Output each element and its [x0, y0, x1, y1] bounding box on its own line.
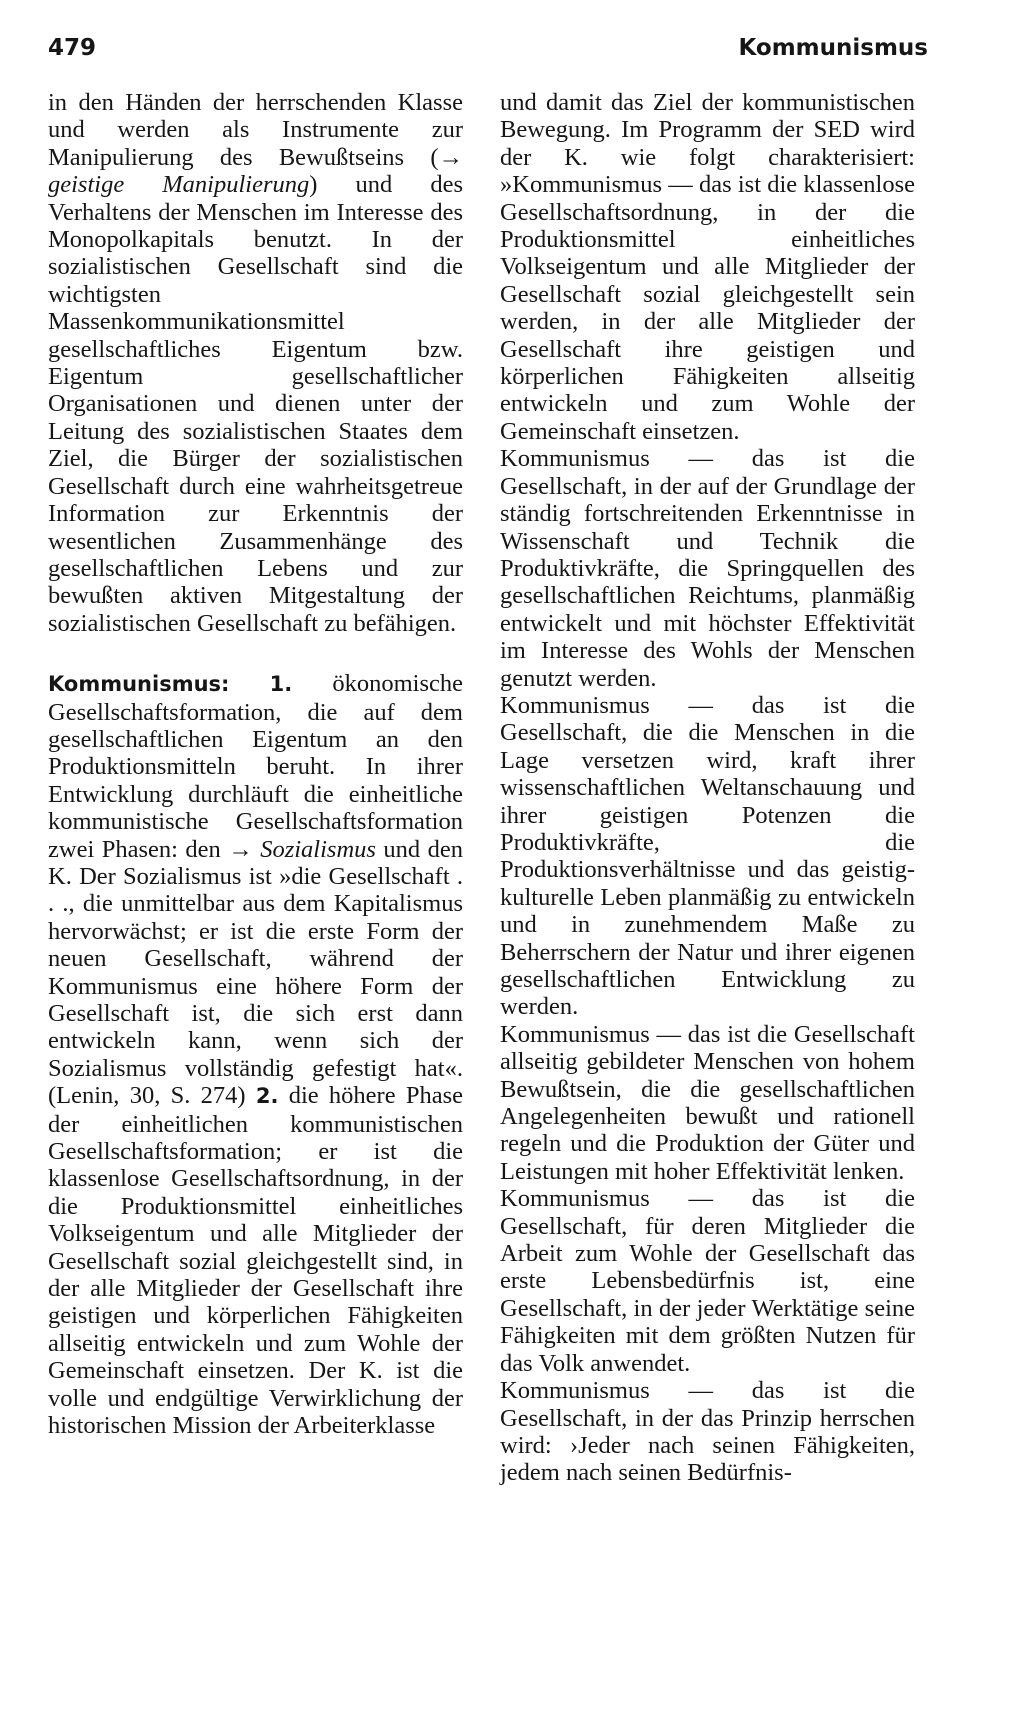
text-segment: ) und des Verhaltens der Menschen im Interesse des Monopolkapitals benutzt. In der sozialistischen Gesellschaft sind die wichtigsten Massenkommunikationsmittel gesellschaftliches Eigentum bzw. Eigentum gesellschaftlicher Organisationen und dienen unter der Leitung des sozialistischen Staates dem Ziel, die Bürger der sozialistischen Gesellschaft durch eine wahrheitsgetreue Information zur Erkenntnis der wesentlichen Zusammenhänge des gesellschaftlichen Lebens und zur bewußten aktiven Mitgestaltung der sozialistischen Gesellschaft zu befähigen. — [48, 171, 463, 637]
right-column — [500, 89, 915, 1487]
entry-headword: Kommunismus: — [48, 672, 230, 697]
text-segment: und den K. Der Sozialismus ist »die Gesellschaft . . ., die unmittelbar aus dem Kapitalismus hervorwächst; er ist die erste Form der neuen Gesellschaft, während der Kommunismus eine höhere Form der Gesellschaft ist, die sich erst dann entwickeln kann, wenn sich der Sozialismus vollständig gefestigt hat«. (Lenin, 30, S. 274) — [48, 835, 463, 1110]
left-column — [48, 89, 463, 1440]
continued-paragraph — [48, 89, 463, 637]
text-segment: die höhere Phase der einheitlichen kommunistischen Gesellschaftsformation; er ist die klassenlose Gesellschaftsordnung, in der die Produktionsmittel einheitliches Volkseigentum und alle Mitglieder der Gesellschaft sozial gleichgestellt sind, in der alle Mitglieder der Gesellschaft ihre geistigen und körperlichen Fähigkeiten allseitig entwickeln und zum Wohle der Gemeinschaft einsetzen. Der K. ist die volle und endgültige Verwirklichung der historischen Mission der Arbeiterklasse — [48, 1082, 463, 1440]
cross-reference: geistige Manipulierung — [48, 171, 310, 199]
entry-spacer — [48, 637, 463, 670]
paragraph: und damit das Ziel der kommunistischen Bewegung. Im Programm der SED wird der K. wie folgt charakterisiert: »Kommunismus — das ist die klassenlose Gesellschaftsordnung, in der die Produktionsmittel einheitliches Volkseigentum und alle Mitglieder der Gesellschaft sozial gleichgestellt sein werden, in der alle Mitglieder der Gesellschaft ihre geistigen und körperlichen Fähigkeiten allseitig entwickeln und zum Wohle der Gemeinschaft einsetzen. — [500, 89, 915, 445]
text-segment: in den Händen der herrschenden Klasse und werden als Instrumente zur Manipulierung des Bewußtseins (→ — [48, 89, 463, 171]
paragraph: Kommunismus — das ist die Gesellschaft, in der auf der Grundlage der ständig fortschreitenden Erkenntnisse in Wissenschaft und Technik die Produktivkräfte, die Springquellen des gesellschaftlichen Reichtums, planmäßig entwickelt und mit höchster Effektivität im Interesse des Wohls der Menschen genutzt werden. — [500, 445, 915, 692]
paragraph: Kommunismus — das ist die Gesellschaft, die die Menschen in die Lage versetzen wird, kraft ihrer wissenschaftlichen Weltanschauung und ihrer geistigen Potenzen die Produktivkräfte, die Produktionsverhältnisse und das geistig-kulturelle Leben planmäßig zu entwickeln und in zunehmendem Maße zu Beherrschern der Natur und ihrer eigenen gesellschaftlichen Entwicklung zu werden. — [500, 691, 915, 1021]
sense-number: 2. — [255, 1084, 279, 1109]
entry-kommunismus — [48, 670, 463, 1439]
paragraph: Kommunismus — das ist die Gesellschaft, für deren Mitglieder die Arbeit zum Wohle der Gesellschaft das erste Lebensbedürfnis ist, eine Gesellschaft, in der jeder Werktätige seine Fähigkeiten mit dem größten Nutzen für das Volk anwendet. — [500, 1185, 915, 1377]
paragraph: Kommunismus — das ist die Gesellschaft allseitig gebildeter Menschen von hohem Bewußtsein, die die gesellschaftlichen Angelegenheiten bewußt und rationell regeln und die Produktion der Güter und Leistungen mit hoher Effektivität lenken. — [500, 1020, 915, 1185]
paragraph: Kommunismus — das ist die Gesellschaft, in der das Prinzip herrschen wird: ›Jeder nach seinen Fähigkeiten, jedem nach seinen Bedürfnis- — [500, 1377, 915, 1487]
running-head: Kommunismus — [738, 35, 928, 61]
sense-number: 1. — [269, 672, 293, 697]
cross-reference: Sozialismus — [260, 835, 376, 863]
text-segment: ökonomische Gesellschaftsformation, die auf dem gesellschaftlichen Eigentum an den Produktionsmitteln beruht. In ihrer Entwicklung durchläuft die einheitliche kommunistische Gesellschaftsformation zwei Phasen: den → — [48, 670, 463, 863]
page-number: 479 — [48, 35, 97, 61]
